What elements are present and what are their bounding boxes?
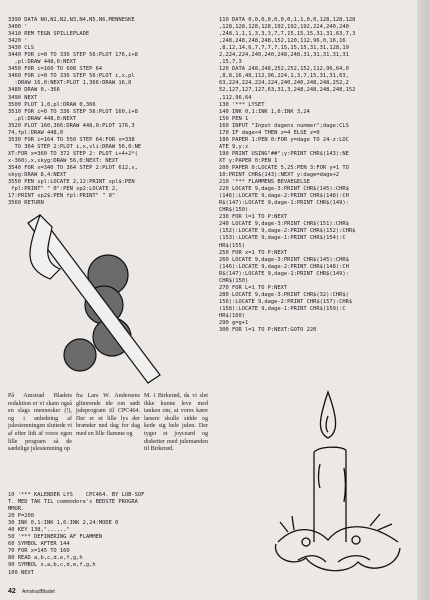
code-line: 17:PRINT sp2$:PEN fpl:PRINT" " 0" (8, 193, 116, 200)
code-line: CHR$(150) (219, 207, 249, 214)
code-line: 240 LOCATE 9,dage-3:PRINT CHR$(151):CHR$ (219, 221, 349, 228)
code-line: CHR$(150) (219, 277, 249, 284)
article-text-col1: På Amstrad Bladets redaktion er vi skam også en slags mennesker (!), og i anledning af julestemningen sluttede vi af efter lidt af vores egen lille program så de sædelige julestemning op (8, 393, 72, 453)
code-line: 3550 PEN spl:LOCATE 2,12:PRINT spl$:PEN (8, 179, 135, 186)
code-line: 10 '*** KALENDER LYS CPC464. BY LOB-SOF (8, 492, 145, 498)
code-line: 3490 NEXT (8, 94, 38, 101)
code-line: TO 364 STEP 2:PLOT i,x,vli:DRAW 56,0:NE (8, 143, 142, 150)
code-line: 20 P=200 (8, 513, 34, 520)
bottom-code-listing (8, 492, 208, 577)
code-line: ,8,12,14,6,7,7,7,7,15,15,15,31,31,128,19 (219, 45, 349, 52)
left-code-listing (8, 17, 214, 207)
code-line: (146):LOCATE 9,dage-2:PRINT CHR$(148):CH (219, 263, 349, 270)
code-line: R$(147):LOCATE 9,dage-1:PRINT CHR$(149): (219, 270, 349, 277)
code-line: ,112,96,64 (219, 94, 252, 101)
code-line: 170 IF dage<4 THEN z=4 ELSE z=0 (219, 129, 320, 136)
code-line: ,pl:DRAW 448,0:NEXT (8, 115, 77, 122)
code-line: T. MED TAK TIL commodore's BEDSTE PROGRA (8, 499, 138, 506)
code-line: ATE 9,y:z (219, 143, 249, 150)
code-line: skyg:DRAW 8,4:NEXT (8, 172, 67, 179)
code-line: (146):LOCATE 9,dage-2:PRINT CHR$(148):CH (219, 193, 349, 200)
publication-name: AmstradBladet (22, 589, 55, 595)
code-line: XT y:PAPER 0:PEN 1 (219, 157, 278, 164)
code-line: 3440 FOR i=0 TO 336 STEP 56:PLOT 176,i+8 (8, 52, 138, 59)
code-line: ,248,248,248,248,152,120,112,96,0,16,16 (219, 38, 346, 45)
code-line: ,248,1,1,1,3,3,3,7,7,15,15,15,31,31,63,7,3 (219, 31, 356, 38)
code-line: fpl:PRINT" " 0":PEN sp2:LOCATE 2, (8, 186, 119, 193)
page-number: 42 (8, 588, 16, 595)
code-line: 3410 REM TEGN SPILLEPLADE (8, 31, 90, 38)
code-line: 190 PRINT USING"##";y:PRINT CHR$(143):NE (219, 150, 349, 157)
code-line: 120 DATA 248,248,252,252,152,112,96,64,0 (219, 66, 349, 73)
article-text-col2: fra Lars W. Andersens glimrende ide om sødt juleprogram til CPC464. Der er et lille lys der brænder ned dag for dag med en lille flamme og (76, 393, 140, 437)
code-line: 90 SYMBOL x,a,b,c,d,e,f,g,h (8, 562, 96, 569)
code-line: ,8,8,16,48,112,96,224,1,3,7,15,31,31,63, (219, 73, 349, 80)
code-line: 230 FOR l=1 TO P:NEXT (219, 214, 288, 221)
code-line: MMOR. (8, 506, 25, 513)
code-line: x-360),x,skyg:DRAW 56,0:NEXT: NEXT (8, 157, 119, 164)
code-line: 50 '*** DEFINERING AF FLAMMEN (8, 534, 103, 541)
code-line: 3400 ' (8, 24, 28, 31)
code-line: 3530 FOR i=164 TO 550 STEP 64:FOR x=338 (8, 136, 135, 143)
candy-illustration (20, 205, 170, 385)
code-line: 250 FOR x=1 TO P:NEXT (219, 249, 288, 256)
code-line: 70 FOR x=145 TO 160 (8, 548, 70, 555)
code-line: 3510 FOR i=0 TO 336 STEP 56:PLOT 160,i+8 (8, 108, 138, 115)
code-line: 3560 RETURN (8, 200, 44, 207)
code-line: HR$(160) (219, 312, 245, 319)
candle-illustration (258, 372, 418, 587)
code-line: HR$(155) (219, 242, 245, 249)
code-line: 210 '*** FLAMMENS BEVAEGELSE (219, 179, 310, 186)
code-line: 260 LOCATE 9,dage-3:PRINT CHR$(145):CHR$ (219, 256, 349, 263)
code-line: 150 PEN 1 (219, 115, 249, 122)
code-line: 130 '*** LYSET (219, 101, 265, 108)
code-line: 3540 FOR x=340 TO 364 STEP 2:PLOT 612,x, (8, 164, 138, 171)
code-line: ,pl:DRAW 448,0:NEXT (8, 59, 77, 66)
code-line: 52,127,127,127,63,31,3,248,248,248,248,152 (219, 87, 356, 94)
code-line: (152):LOCATE 9,dage-2:PRINT CHR$(152):CHR$ (219, 228, 356, 235)
code-line: :DRAW 16,0:NEXT:PLOT 1,366:DRAW 16,0 (8, 80, 132, 87)
code-line: (153):LOCATE 9,dage-1:PRINT CHR$(154):C (219, 235, 346, 242)
code-line: 80 READ a,b,c,d,e,f,g,h (8, 555, 83, 562)
article-text-col3: M. i Birkerød, da vi slet ikke kunne leve med tanken om, at vores kære læsere skulle sidde og kede sig hele julen. Der tyger et joyceard og disketter med julemanden til Birkerød. (144, 393, 208, 453)
code-line: 3520 PLOT 160,366:DRAW 448,0:PLOT 176,3 (8, 122, 135, 129)
code-line: 110 DATA 0,0,0,0,0,0,0,1,1,0,0,128,128,128 (219, 17, 356, 23)
code-line: 2,224,224,240,240,248,248,31,31,31,31,31 (219, 52, 349, 59)
code-line: 156):LOCATE 9,dage-2:PRINT CHR$(157):CHR$ (219, 298, 353, 305)
code-line: 74,fpl:DRAW 448,0 (8, 129, 64, 136)
code-line: 40 KEY 138,"......" (8, 527, 70, 534)
code-line: R$(147):LOCATE 9,dage-1:PRINT CHR$(149): (219, 200, 349, 207)
right-code-listing (219, 17, 419, 334)
code-line: 220 LOCATE 9,dage-3:PRINT CHR$(145):CHR$ (219, 186, 349, 193)
code-line: 3420 ' (8, 38, 28, 45)
code-line: 290 g=g+1 (219, 320, 249, 327)
code-line: 3500 PLOT 1,0,pl:DRAW 0,366 (8, 101, 96, 108)
code-line: 160 INPUT "Input dagens nummer";dage:CLS (219, 122, 349, 129)
code-line: 3460 FOR i=0 TO 336 STEP 56:PLOT i,x,pl (8, 73, 135, 80)
code-line: 30 INK 0,1:INK 1,6:INK 2,24:MODE 0 (8, 520, 119, 527)
code-line: 270 FOR L=1 TO P:NEXT (219, 284, 288, 291)
code-line: 140 INK 0,1:INK 1,6:INK 3,24 (219, 108, 310, 115)
code-line: 3430 CLS (8, 45, 34, 52)
code-line: 63,224,224,224,224,240,240,248,248,252,2 (219, 80, 349, 87)
code-line: 3480 DRAW 0,-366 (8, 87, 60, 94)
code-line: XT:FOR x=360 TO 372 STEP 2: PLOT i+4+2*( (8, 150, 138, 157)
code-line: 100 NEXT (8, 569, 34, 576)
code-line: 280 LOCATE 9,dage-3:PRINT CHR$(32):CHR$( (219, 291, 349, 298)
code-line: 180 PAPER 1:PEN 0:FOR y=dage TO 24-z:LOC (219, 136, 349, 143)
code-line: ,128,128,128,128,192,192,192,224,240,240 (219, 24, 349, 31)
code-line: 300 FOR l=1 TO P:NEXT:GOTO 220 (219, 327, 317, 334)
code-line: 3390 DATA NO,N1,N2,N3,N4,N5,N6,MENNESKE (8, 17, 135, 23)
code-line: 10:PRINT CHR$(143):NEXT y:dage=dage+2 (219, 172, 340, 179)
code-line: ,15,7,3 (219, 59, 242, 66)
code-line: 60 SYMBOL AFTER 144 (8, 541, 70, 548)
code-line: 3450 FOR i=160 TO 608 STEP 64 (8, 66, 103, 73)
code-line: 200 PAPER 0:LOCATE 5,25:PEN 3:FOR y=1 TO (219, 164, 349, 171)
code-line: (158):LOCATE 9,dage-1:PRINT CHR$(159):C (219, 305, 346, 312)
